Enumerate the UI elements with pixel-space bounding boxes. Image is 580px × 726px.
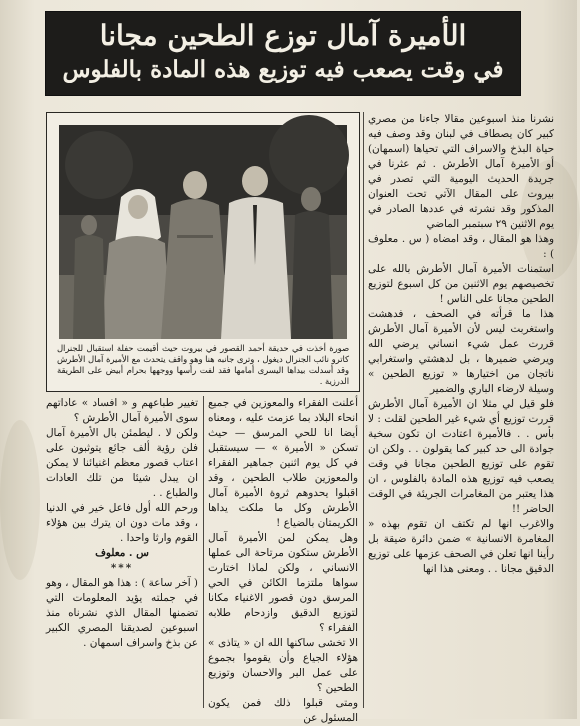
column-divider bbox=[363, 112, 364, 708]
article-column-right bbox=[368, 112, 554, 708]
paper-stain bbox=[0, 420, 40, 580]
news-photo bbox=[59, 125, 347, 339]
paragraph: والاغرب انها لم تكتف ان تقوم بهذه « المغامرة الانسانية » ضمن دائرة ضيقة بل رأينا انها تعلن في الصحف عزمها على توزيع الدقيق مجانا . . ومعنى هذا انها bbox=[368, 518, 554, 575]
paragraph: ولكن لا . ليطمئن بال الأميرة آمال فلن رؤية ألف جائع يتوثبون على اعتاب قصور معظم اغنيائنا لا يمكن ان يبدل شيئا من تلك العادات والطباع . . bbox=[46, 427, 198, 499]
paragraph: أعلنت الفقراء والمعوزين في جميع انحاء البلاد بما عزمت عليه ، ومعناه أيضا انا للحي المرسق — حيث تسكن « الأميرة » — سيستقبل في كل يوم اثنين جماهير الفقراء والمعوزين طلاب الطحين ، وقد اقبلوا يحدوهم ثروة الأميرة آمال الأطرش وكل ما ملكت يداها الكريمتان بالضياع ! bbox=[208, 397, 358, 529]
article-column-left bbox=[46, 396, 198, 708]
column-divider bbox=[203, 396, 204, 708]
headline-title: الأميرة آمال توزع الطحين مجانا bbox=[99, 19, 467, 52]
headline-subtitle: في وقت يصعب فيه توزيع هذه المادة بالفلوس bbox=[62, 56, 504, 83]
photo-frame bbox=[46, 112, 360, 392]
paragraph: ومتى قبلوا ذلك فمن يكون المسئول عن bbox=[208, 697, 358, 724]
paragraph: وهذا هو المقال ، وقد امضاه ( س . معلوف ) : bbox=[368, 233, 554, 260]
paragraph: استمنات الأميرة آمال الأطرش بالله على تخصيصهم يوم الاثنين من كل اسبوع لتوزيع الطحين مجانا على الناس ! bbox=[368, 263, 554, 305]
author-signature: س . معلوف bbox=[95, 547, 149, 559]
paragraph: تغيير طباعهم و « افساد » عاداتهم سوى الأميرة آمال الأطرش ؟ bbox=[46, 397, 198, 424]
headline-banner bbox=[46, 12, 520, 95]
paragraph: الا تخشى ساكنها الله ان « يتاذى » هؤلاء الجياع وأن يقوموا بجموع على عمل البر والاحسان وتوزيع الطحين ؟ bbox=[208, 637, 358, 694]
section-separator: *** bbox=[110, 562, 134, 574]
photo-caption: صورة أخذت في حديقة أحمد القصور في بيروت حيث أقيمت حفلة استقبال للجنرال كاترو نائب الجنرال ديغول ، وترى جانبه هنا وهو واقف يتحدث مع الأميرة آمال الأطرش وقد أسدلت بيداها اليسرى أمامها فقد لفت رأسها ووجهها بحرام أبيض على الطريقة الدرزية . bbox=[57, 343, 349, 386]
paragraph: نشرنا منذ اسبوعين مقالا جاءنا من مصري كبير كان يصطاف في لبنان وقد وصف فيه حياة البذخ والاسراف التي تحياها (اسمهان) أو الأميرة آمال الأطرش . ثم عثرنا في جريدة الحديث اليومية التي تصدر في بيروت على المقال الآتي تحت العنوان المذكور وقد نشرته في عددها الصادر في يوم الاثنين ٢٩ سبتمبر الماضي bbox=[368, 113, 554, 230]
photo-illustration bbox=[59, 125, 347, 339]
paragraph: وهل يمكن لمن الأميرة آمال الأطرش ستكون مرتاحة الى عملها الانساني ، ولكن لماذا اختارت سواها ملتزما الكائن في الحي المرسق دون قصور الاغنياء مكانا لتوزيع الدقيق وازدحام طلابه الفقراء ؟ bbox=[208, 532, 358, 634]
article-column-middle bbox=[208, 396, 358, 724]
paragraph: ( آخر ساعة ) : هذا هو المقال ، وهو في جملته يؤيد المعلومات التي تضمنها المقال الذي نشرناه منذ اسبوعين لصديقنا المصري الكبير عن بذخ واسراف اسمهان . bbox=[46, 577, 198, 649]
paragraph: هذا ما قرأته في الصحف ، فدهشت واستغربت ليس لأن الأميرة آمال الأطرش قررت عمل شيء انساني يرضي الله ويرضي ضميرها ، بل لدهشتي واستغرابي ناتجان من اختيارها « توزيع الطحين » وسيلة لارضاء الباري والضمير bbox=[368, 308, 554, 395]
paragraph: ورحم الله أول فاعل خير في الدنيا ، وقد مات دون ان يترك بين هؤلاء القوم وارثا واحدا . bbox=[46, 502, 198, 544]
paragraph: فلو قيل لي مثلا ان الأميرة آمال الأطرش قررت توزيع أي شيء غير الطحين لقلت : لا بأس . . فالأميرة اعتادت ان تكون سخية جوادة الى حد كبير كما يقولون . . ولكن ان تقوم على توزيع الطحين مجانا في وقت يصعب فيه توزيع هذه المادة بالفلوس ، ان هذا يعتبر من المغامرات الجريئة في الوقت الحاضر !! bbox=[368, 398, 554, 515]
